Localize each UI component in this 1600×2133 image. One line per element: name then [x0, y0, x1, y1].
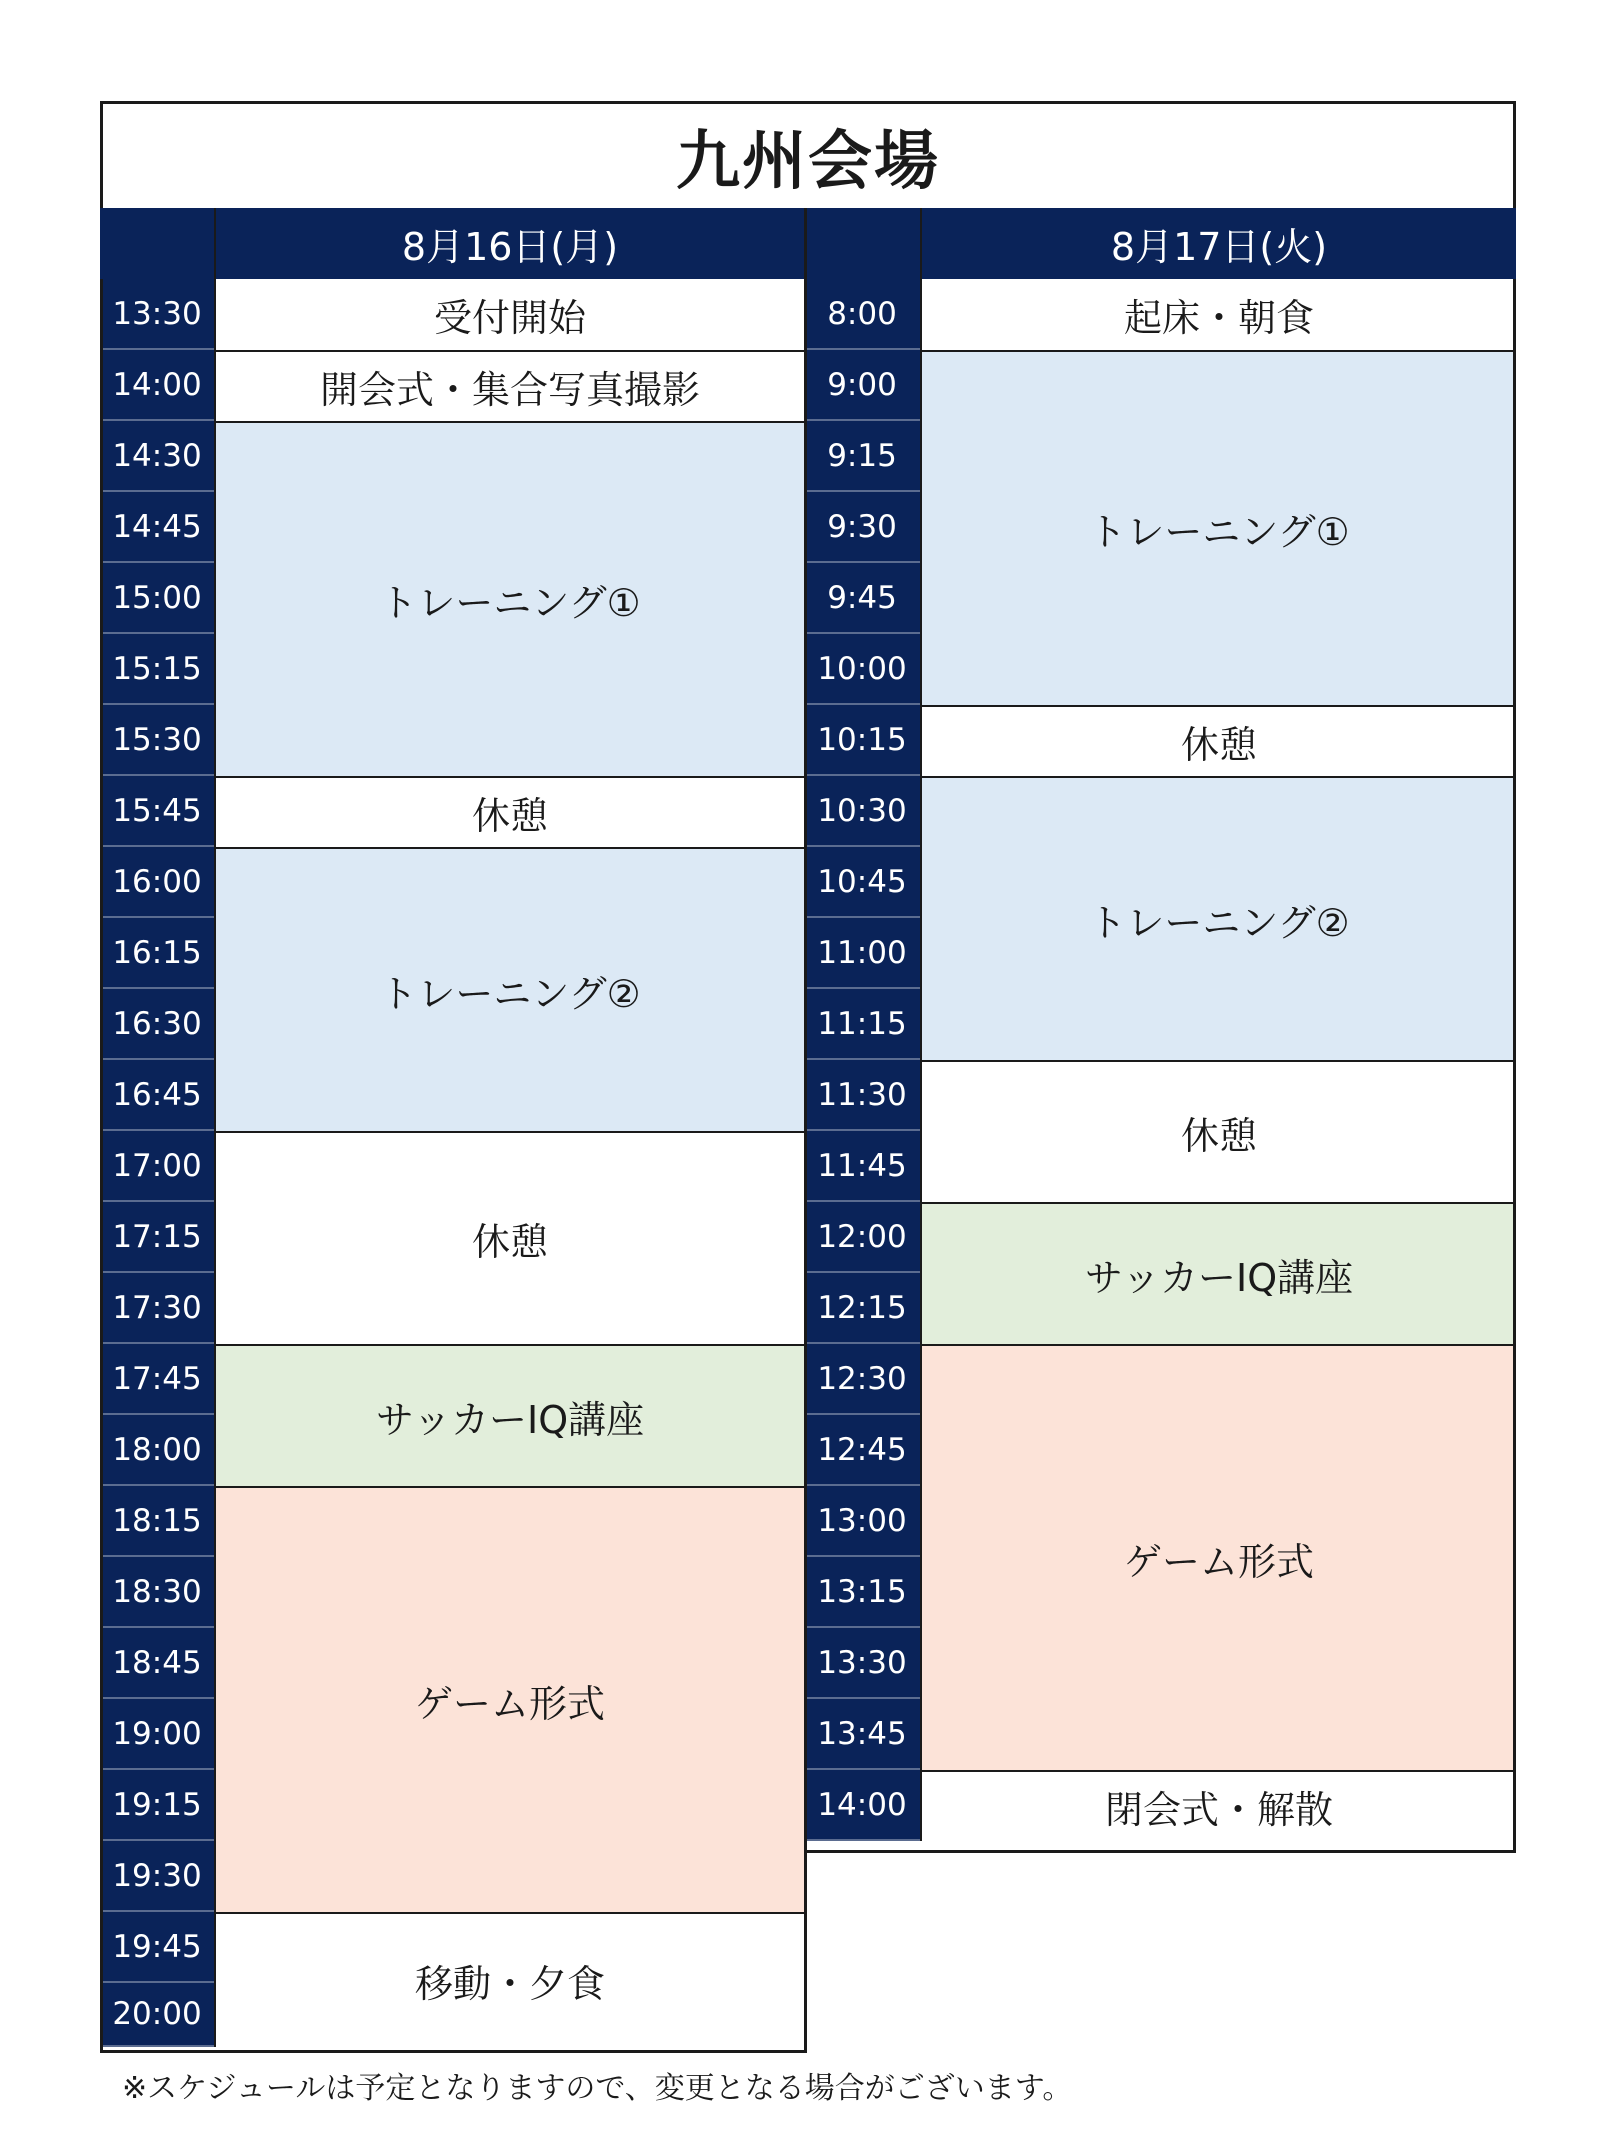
time-slot: 16:30	[100, 989, 214, 1060]
time-slot: 11:00	[804, 918, 920, 989]
schedule-event: 閉会式・解散	[920, 1770, 1516, 1841]
schedule-event: 受付開始	[214, 279, 804, 350]
schedule-event: 休憩	[214, 1131, 804, 1344]
page-title: 九州会場	[100, 101, 1516, 208]
time-slot: 11:30	[804, 1060, 920, 1131]
schedule-event: 休憩	[214, 776, 804, 847]
schedule-event: 起床・朝食	[920, 279, 1516, 350]
time-slot: 15:15	[100, 634, 214, 705]
time-slot: 17:30	[100, 1273, 214, 1344]
day2-header: 8月17日(火)	[920, 208, 1516, 279]
time-slot: 18:45	[100, 1628, 214, 1699]
time-slot: 19:45	[100, 1912, 214, 1983]
time-slot: 18:30	[100, 1557, 214, 1628]
time-slot: 13:15	[804, 1557, 920, 1628]
time-slot: 11:45	[804, 1131, 920, 1202]
time-slot: 10:00	[804, 634, 920, 705]
day1-header: 8月16日(月)	[214, 208, 804, 279]
schedule-event: トレーニング①	[920, 350, 1516, 705]
time-slot: 12:00	[804, 1202, 920, 1273]
schedule-event: ゲーム形式	[920, 1344, 1516, 1770]
time-slot: 16:00	[100, 847, 214, 918]
time-slot: 14:00	[100, 350, 214, 421]
time-slot: 13:00	[804, 1486, 920, 1557]
time-slot: 9:30	[804, 492, 920, 563]
time-slot: 10:15	[804, 705, 920, 776]
time-slot: 9:00	[804, 350, 920, 421]
schedule-event: トレーニング②	[920, 776, 1516, 1060]
time-slot: 10:45	[804, 847, 920, 918]
time-slot: 14:30	[100, 421, 214, 492]
schedule-event: サッカーIQ講座	[214, 1344, 804, 1486]
time-slot: 17:15	[100, 1202, 214, 1273]
time-slot: 11:15	[804, 989, 920, 1060]
time-slot: 9:15	[804, 421, 920, 492]
time-slot: 17:45	[100, 1344, 214, 1415]
time-slot: 20:00	[100, 1983, 214, 2047]
time-slot: 13:30	[100, 279, 214, 350]
schedule-event: ゲーム形式	[214, 1486, 804, 1912]
time-slot: 13:30	[804, 1628, 920, 1699]
time-slot: 12:30	[804, 1344, 920, 1415]
time-slot: 16:45	[100, 1060, 214, 1131]
time-slot: 18:15	[100, 1486, 214, 1557]
time-slot: 19:30	[100, 1841, 214, 1912]
time-slot: 16:15	[100, 918, 214, 989]
time-slot: 14:00	[804, 1770, 920, 1841]
time-slot: 14:45	[100, 492, 214, 563]
time-slot: 15:45	[100, 776, 214, 847]
time-slot: 10:30	[804, 776, 920, 847]
time-slot: 13:45	[804, 1699, 920, 1770]
schedule-event: 開会式・集合写真撮影	[214, 350, 804, 421]
time-slot: 8:00	[804, 279, 920, 350]
time-slot: 12:15	[804, 1273, 920, 1344]
schedule-event: 休憩	[920, 705, 1516, 776]
schedule-event: サッカーIQ講座	[920, 1202, 1516, 1344]
time-slot: 15:00	[100, 563, 214, 634]
schedule-event: 休憩	[920, 1060, 1516, 1202]
day2-header-corner	[804, 208, 920, 279]
time-slot: 17:00	[100, 1131, 214, 1202]
time-slot: 19:15	[100, 1770, 214, 1841]
time-slot: 12:45	[804, 1415, 920, 1486]
schedule-event: トレーニング②	[214, 847, 804, 1131]
day1-header-corner	[100, 208, 214, 279]
time-slot: 19:00	[100, 1699, 214, 1770]
time-slot: 15:30	[100, 705, 214, 776]
time-slot: 9:45	[804, 563, 920, 634]
schedule-event: トレーニング①	[214, 421, 804, 776]
schedule-event: 移動・夕食	[214, 1912, 804, 2047]
time-slot: 18:00	[100, 1415, 214, 1486]
footnote: ※スケジュールは予定となりますので、変更となる場合がございます。	[122, 2071, 1073, 2106]
